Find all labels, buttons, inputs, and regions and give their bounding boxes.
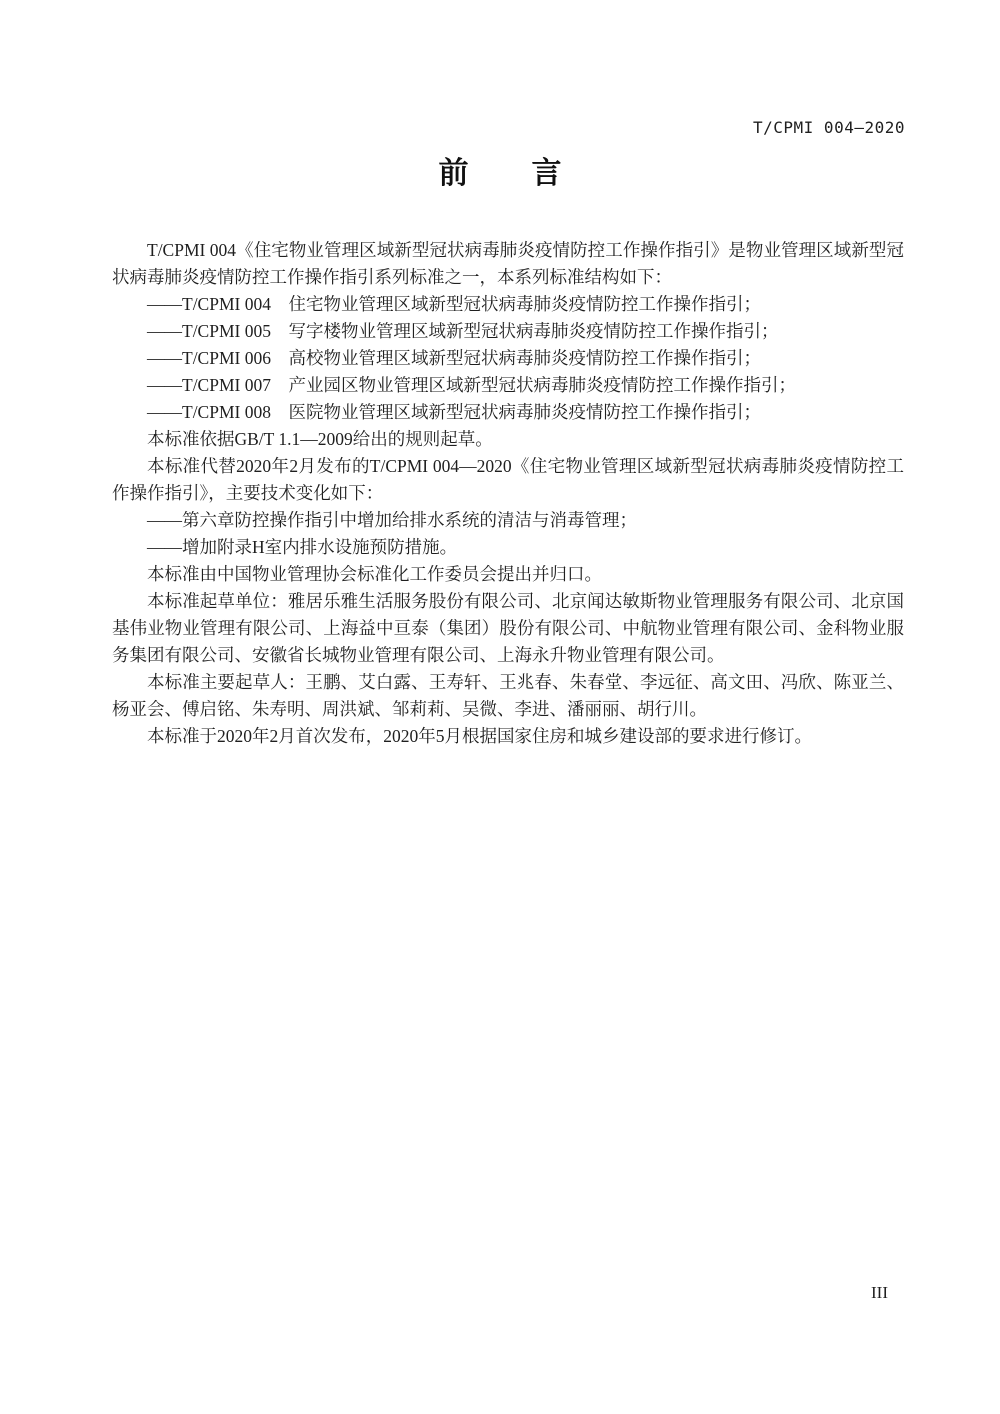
paragraph: ——增加附录H室内排水设施预防措施。 — [147, 537, 458, 557]
paragraph: ——T/CPMI 007 产业园区物业管理区域新型冠状病毒肺炎疫情防控工作操作指引； — [147, 375, 796, 395]
paragraph: ——第六章防控操作指引中增加给排水系统的清洁与消毒管理； — [147, 510, 637, 530]
paragraph: T/CPMI 004《住宅物业管理区域新型冠状病毒肺炎疫情防控工作操作指引》是物业管理区域新型冠状病毒肺炎疫情防控工作操作指引系列标准之一，本系列标准结构如下： — [112, 240, 904, 287]
standard-code-header: T/CPMI 004—2020 — [753, 118, 905, 137]
paragraph: ——T/CPMI 006 高校物业管理区域新型冠状病毒肺炎疫情防控工作操作指引； — [147, 348, 761, 368]
title-container — [0, 148, 1000, 192]
paragraph: ——T/CPMI 005 写字楼物业管理区域新型冠状病毒肺炎疫情防控工作操作指引； — [147, 321, 779, 341]
paragraph: 本标准由中国物业管理协会标准化工作委员会提出并归口。 — [147, 564, 602, 584]
paragraph: 本标准于2020年2月首次发布，2020年5月根据国家住房和城乡建设部的要求进行修订。 — [147, 726, 812, 746]
paragraph: 本标准起草单位：雅居乐雅生活服务股份有限公司、北京闻达敏斯物业管理服务有限公司、北京国基伟业物业管理有限公司、上海益中亘泰（集团）股份有限公司、中航物业管理有限公司、金科物业服务集团有限公司、安徽省长城物业管理有限公司、上海永升物业管理有限公司。 — [112, 591, 904, 665]
paragraph: ——T/CPMI 004 住宅物业管理区域新型冠状病毒肺炎疫情防控工作操作指引； — [147, 294, 761, 314]
page-number: III — [871, 1283, 888, 1302]
page-title: 前言 — [438, 157, 625, 190]
foreword-body — [112, 237, 904, 750]
paragraph: 本标准主要起草人：王鹏、艾白露、王寿轩、王兆春、朱春堂、李远征、高文田、冯欣、陈亚兰、杨亚会、傅启铭、朱寿明、周洪斌、邹莉莉、吴微、李进、潘丽丽、胡行川。 — [112, 672, 904, 719]
paragraph: 本标准依据GB/T 1.1—2009给出的规则起草。 — [147, 429, 493, 449]
paragraph: ——T/CPMI 008 医院物业管理区域新型冠状病毒肺炎疫情防控工作操作指引； — [147, 402, 761, 422]
paragraph: 本标准代替2020年2月发布的T/CPMI 004—2020《住宅物业管理区域新型冠状病毒肺炎疫情防控工作操作指引》，主要技术变化如下： — [112, 456, 904, 503]
